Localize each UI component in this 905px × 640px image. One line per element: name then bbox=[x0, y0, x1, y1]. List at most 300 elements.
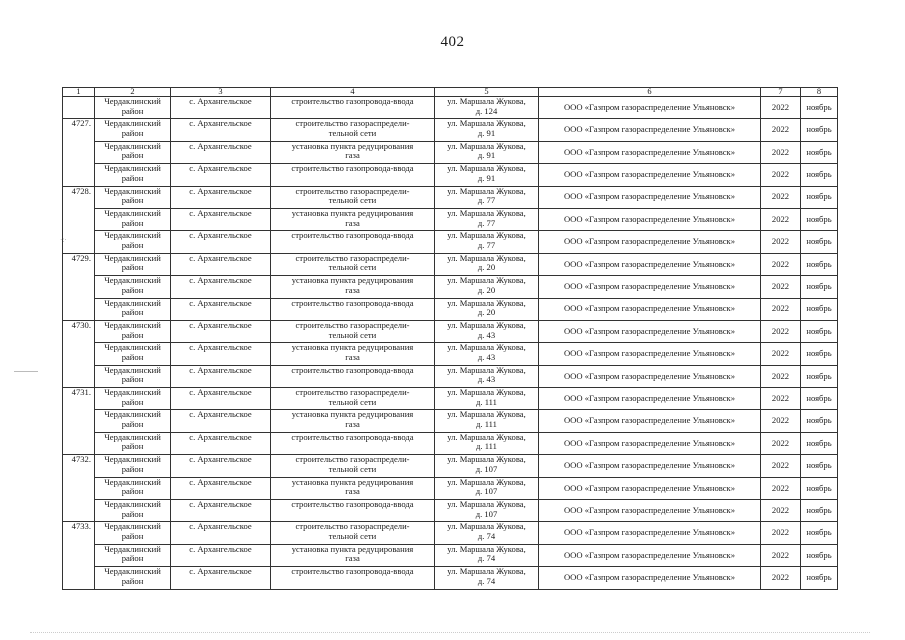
column-header: 8 bbox=[801, 88, 838, 97]
settlement-cell: с. Архангельское bbox=[171, 410, 271, 432]
work-type-cell bbox=[271, 164, 435, 186]
organization-cell: ООО «Газпром газораспределение Ульяновск» bbox=[539, 208, 761, 230]
district-cell bbox=[95, 500, 171, 522]
organization-cell: ООО «Газпром газораспределение Ульяновск» bbox=[539, 164, 761, 186]
work-type-cell bbox=[271, 253, 435, 275]
work-type-cell-line: тельной сети bbox=[328, 127, 377, 138]
district-cell bbox=[95, 208, 171, 230]
entry-number bbox=[63, 97, 95, 119]
table-row bbox=[63, 477, 838, 499]
address-cell-line: д. 20 bbox=[477, 262, 496, 273]
address-cell-line: д. 77 bbox=[477, 217, 496, 228]
district-cell-line: Чердаклинский bbox=[104, 454, 161, 465]
address-cell-line: д. 20 bbox=[477, 307, 496, 318]
work-type-cell bbox=[271, 320, 435, 342]
address-cell bbox=[435, 477, 539, 499]
district-cell-line: Чердаклинский bbox=[104, 521, 161, 532]
district-cell-line: район bbox=[121, 553, 144, 564]
work-type-cell bbox=[271, 186, 435, 208]
work-type-cell-line: установка пункта редуцирования bbox=[291, 208, 414, 218]
month-cell: ноябрь bbox=[801, 544, 838, 566]
district-cell bbox=[95, 477, 171, 499]
district-cell-line: район bbox=[121, 374, 144, 385]
district-cell-line: Чердаклинский bbox=[104, 477, 161, 487]
address-cell-line: д. 43 bbox=[477, 329, 496, 340]
organization-cell: ООО «Газпром газораспределение Ульяновск» bbox=[539, 567, 761, 589]
work-type-cell-line: газа bbox=[345, 284, 360, 295]
address-cell bbox=[435, 522, 539, 544]
district-cell-line: Чердаклинский bbox=[104, 163, 161, 174]
settlement-cell: с. Архангельское bbox=[171, 455, 271, 477]
district-cell-line: Чердаклинский bbox=[104, 365, 161, 375]
work-type-cell bbox=[271, 141, 435, 163]
address-cell-line: ул. Маршала Жукова, bbox=[447, 118, 526, 129]
address-cell-line: д. 91 bbox=[477, 150, 496, 161]
settlement-cell: с. Архангельское bbox=[171, 208, 271, 230]
address-cell bbox=[435, 544, 539, 566]
district-cell-line: район bbox=[121, 329, 144, 340]
district-cell bbox=[95, 276, 171, 298]
month-cell: ноябрь bbox=[801, 522, 838, 544]
work-type-cell-line: строительство газопровода-ввода bbox=[291, 365, 414, 375]
address-cell bbox=[435, 97, 539, 119]
address-cell-line: ул. Маршала Жукова, bbox=[447, 454, 526, 465]
month-cell: ноябрь bbox=[801, 567, 838, 589]
district-cell-line: район bbox=[121, 419, 144, 430]
work-type-cell-line: строительство газопровода-ввода bbox=[291, 96, 414, 106]
settlement-cell: с. Архангельское bbox=[171, 141, 271, 163]
district-cell-line: район bbox=[121, 508, 144, 519]
district-cell-line: Чердаклинский bbox=[104, 298, 161, 308]
settlement-cell: с. Архангельское bbox=[171, 186, 271, 208]
district-cell-line: район bbox=[121, 307, 144, 318]
column-header: 1 bbox=[63, 88, 95, 97]
work-type-cell-line: тельной сети bbox=[328, 396, 377, 407]
work-type-cell-line: тельной сети bbox=[328, 463, 377, 474]
organization-cell: ООО «Газпром газораспределение Ульяновск» bbox=[539, 455, 761, 477]
work-type-cell-line: строительство газораспредели- bbox=[295, 387, 410, 398]
address-cell bbox=[435, 141, 539, 163]
address-cell-line: ул. Маршала Жукова, bbox=[447, 432, 526, 442]
settlement-cell: с. Архангельское bbox=[171, 164, 271, 186]
settlement-cell: с. Архангельское bbox=[171, 298, 271, 320]
month-cell: ноябрь bbox=[801, 253, 838, 275]
organization-cell: ООО «Газпром газораспределение Ульяновск» bbox=[539, 432, 761, 454]
address-cell-line: д. 77 bbox=[477, 195, 496, 206]
entry-number: 4731. bbox=[63, 388, 95, 455]
table-header-row bbox=[63, 88, 838, 97]
address-cell-line: д. 77 bbox=[477, 239, 496, 250]
year-cell: 2022 bbox=[761, 164, 801, 186]
month-cell: ноябрь bbox=[801, 208, 838, 230]
column-header: 3 bbox=[171, 88, 271, 97]
settlement-cell: с. Архангельское bbox=[171, 567, 271, 589]
table-row bbox=[63, 141, 838, 163]
work-type-cell-line: газа bbox=[345, 217, 360, 228]
district-cell bbox=[95, 567, 171, 589]
district-cell bbox=[95, 186, 171, 208]
district-cell-line: Чердаклинский bbox=[104, 186, 161, 196]
organization-cell: ООО «Газпром газораспределение Ульяновск» bbox=[539, 320, 761, 342]
work-type-cell-line: тельной сети bbox=[328, 329, 377, 340]
settlement-cell: с. Архангельское bbox=[171, 231, 271, 253]
address-cell-line: ул. Маршала Жукова, bbox=[447, 230, 526, 241]
district-cell-line: район bbox=[121, 172, 144, 183]
works-table bbox=[62, 87, 838, 590]
work-type-cell bbox=[271, 455, 435, 477]
column-header: 4 bbox=[271, 88, 435, 97]
address-cell bbox=[435, 231, 539, 253]
year-cell: 2022 bbox=[761, 410, 801, 432]
district-cell-line: Чердаклинский bbox=[104, 387, 161, 398]
work-type-cell-line: строительство газопровода-ввода bbox=[291, 163, 414, 174]
year-cell: 2022 bbox=[761, 253, 801, 275]
month-cell: ноябрь bbox=[801, 141, 838, 163]
organization-cell: ООО «Газпром газораспределение Ульяновск» bbox=[539, 343, 761, 365]
work-type-cell bbox=[271, 298, 435, 320]
entry-number: 4732. bbox=[63, 455, 95, 522]
district-cell bbox=[95, 455, 171, 477]
entry-number: 4730. bbox=[63, 320, 95, 387]
district-cell bbox=[95, 388, 171, 410]
address-cell bbox=[435, 186, 539, 208]
month-cell: ноябрь bbox=[801, 410, 838, 432]
district-cell bbox=[95, 298, 171, 320]
work-type-cell bbox=[271, 410, 435, 432]
year-cell: 2022 bbox=[761, 276, 801, 298]
month-cell: ноябрь bbox=[801, 343, 838, 365]
district-cell bbox=[95, 141, 171, 163]
organization-cell: ООО «Газпром газораспределение Ульяновск» bbox=[539, 231, 761, 253]
district-cell-line: Чердаклинский bbox=[104, 118, 161, 129]
month-cell: ноябрь bbox=[801, 186, 838, 208]
table-row bbox=[63, 544, 838, 566]
district-cell-line: Чердаклинский bbox=[104, 432, 161, 442]
address-cell-line: ул. Маршала Жукова, bbox=[447, 521, 526, 532]
year-cell: 2022 bbox=[761, 298, 801, 320]
month-cell: ноябрь bbox=[801, 231, 838, 253]
work-type-cell-line: установка пункта редуцирования bbox=[291, 275, 414, 286]
district-cell-line: Чердаклинский bbox=[104, 253, 161, 263]
address-cell-line: д. 124 bbox=[475, 105, 498, 116]
table-row bbox=[63, 365, 838, 387]
district-cell-line: район bbox=[121, 396, 144, 407]
work-type-cell-line: установка пункта редуцирования bbox=[291, 409, 414, 420]
page-number: 402 bbox=[440, 34, 465, 50]
settlement-cell: с. Архангельское bbox=[171, 343, 271, 365]
address-cell-line: д. 111 bbox=[476, 396, 497, 407]
settlement-cell: с. Архангельское bbox=[171, 119, 271, 141]
table-row bbox=[63, 320, 838, 342]
settlement-cell: с. Архангельское bbox=[171, 253, 271, 275]
district-cell bbox=[95, 253, 171, 275]
address-cell-line: д. 111 bbox=[476, 441, 497, 452]
scan-edge-line bbox=[14, 371, 38, 372]
address-cell bbox=[435, 343, 539, 365]
table-row bbox=[63, 186, 838, 208]
work-type-cell bbox=[271, 567, 435, 589]
year-cell: 2022 bbox=[761, 432, 801, 454]
work-type-cell-line: строительство газораспредели- bbox=[295, 253, 410, 263]
work-type-cell-line: установка пункта редуцирования bbox=[291, 544, 414, 554]
address-cell-line: д. 107 bbox=[475, 486, 498, 497]
work-type-cell-line: газа bbox=[345, 351, 360, 362]
address-cell bbox=[435, 164, 539, 186]
work-type-cell-line: строительство газораспредели- bbox=[295, 186, 410, 196]
organization-cell: ООО «Газпром газораспределение Ульяновск» bbox=[539, 298, 761, 320]
year-cell: 2022 bbox=[761, 186, 801, 208]
work-type-cell bbox=[271, 477, 435, 499]
district-cell bbox=[95, 544, 171, 566]
district-cell-line: Чердаклинский bbox=[104, 342, 161, 353]
work-type-cell-line: строительство газопровода-ввода bbox=[291, 298, 414, 308]
table-row bbox=[63, 253, 838, 275]
scan-bottom-strip bbox=[30, 632, 870, 633]
district-cell-line: район bbox=[121, 150, 144, 161]
work-type-cell-line: тельной сети bbox=[328, 195, 377, 206]
month-cell: ноябрь bbox=[801, 97, 838, 119]
address-cell-line: ул. Маршала Жукова, bbox=[447, 141, 526, 151]
organization-cell: ООО «Газпром газораспределение Ульяновск» bbox=[539, 477, 761, 499]
work-type-cell bbox=[271, 231, 435, 253]
month-cell: ноябрь bbox=[801, 164, 838, 186]
column-header: 7 bbox=[761, 88, 801, 97]
district-cell-line: Чердаклинский bbox=[104, 320, 161, 330]
address-cell-line: ул. Маршала Жукова, bbox=[447, 387, 526, 398]
year-cell: 2022 bbox=[761, 343, 801, 365]
work-type-cell bbox=[271, 97, 435, 119]
month-cell: ноябрь bbox=[801, 276, 838, 298]
address-cell bbox=[435, 432, 539, 454]
settlement-cell: с. Архангельское bbox=[171, 388, 271, 410]
work-type-cell-line: строительство газопровода-ввода bbox=[291, 499, 414, 510]
address-cell-line: ул. Маршала Жукова, bbox=[447, 477, 526, 487]
address-cell-line: д. 111 bbox=[476, 419, 497, 430]
district-cell-line: Чердаклинский bbox=[104, 566, 161, 577]
district-cell-line: Чердаклинский bbox=[104, 409, 161, 420]
table-row bbox=[63, 567, 838, 589]
settlement-cell: с. Архангельское bbox=[171, 97, 271, 119]
month-cell: ноябрь bbox=[801, 119, 838, 141]
work-type-cell bbox=[271, 388, 435, 410]
address-cell-line: ул. Маршала Жукова, bbox=[447, 409, 526, 420]
settlement-cell: с. Архангельское bbox=[171, 522, 271, 544]
work-type-cell-line: строительство газопровода-ввода bbox=[291, 432, 414, 442]
address-cell bbox=[435, 455, 539, 477]
table-row bbox=[63, 343, 838, 365]
address-cell-line: ул. Маршала Жукова, bbox=[447, 163, 526, 174]
district-cell bbox=[95, 320, 171, 342]
address-cell-line: д. 91 bbox=[477, 127, 496, 138]
table-row bbox=[63, 455, 838, 477]
district-cell-line: район bbox=[121, 217, 144, 228]
district-cell-line: район bbox=[121, 463, 144, 474]
table-row bbox=[63, 410, 838, 432]
organization-cell: ООО «Газпром газораспределение Ульяновск» bbox=[539, 500, 761, 522]
work-type-cell-line: газа bbox=[345, 150, 360, 161]
organization-cell: ООО «Газпром газораспределение Ульяновск» bbox=[539, 388, 761, 410]
entry-number: 4729. bbox=[63, 253, 95, 320]
table-row bbox=[63, 97, 838, 119]
work-type-cell-line: установка пункта редуцирования bbox=[291, 342, 414, 353]
address-cell bbox=[435, 410, 539, 432]
district-cell-line: район bbox=[121, 105, 144, 116]
address-cell-line: д. 74 bbox=[477, 575, 496, 586]
work-type-cell bbox=[271, 276, 435, 298]
settlement-cell: с. Архангельское bbox=[171, 544, 271, 566]
address-cell-line: ул. Маршала Жукова, bbox=[447, 566, 526, 577]
address-cell-line: ул. Маршала Жукова, bbox=[447, 275, 526, 286]
organization-cell: ООО «Газпром газораспределение Ульяновск» bbox=[539, 410, 761, 432]
work-type-cell-line: газа bbox=[345, 486, 360, 497]
column-header: 5 bbox=[435, 88, 539, 97]
year-cell: 2022 bbox=[761, 567, 801, 589]
year-cell: 2022 bbox=[761, 231, 801, 253]
address-cell-line: д. 43 bbox=[477, 374, 496, 385]
district-cell bbox=[95, 164, 171, 186]
work-type-cell-line: установка пункта редуцирования bbox=[291, 141, 414, 151]
work-type-cell bbox=[271, 343, 435, 365]
district-cell-line: Чердаклинский bbox=[104, 230, 161, 241]
address-cell bbox=[435, 253, 539, 275]
settlement-cell: с. Архангельское bbox=[171, 365, 271, 387]
table-row bbox=[63, 119, 838, 141]
district-cell bbox=[95, 432, 171, 454]
organization-cell: ООО «Газпром газораспределение Ульяновск» bbox=[539, 253, 761, 275]
table-row bbox=[63, 500, 838, 522]
work-type-cell-line: тельной сети bbox=[328, 531, 377, 542]
year-cell: 2022 bbox=[761, 119, 801, 141]
address-cell bbox=[435, 388, 539, 410]
work-type-cell-line: строительство газопровода-ввода bbox=[291, 566, 414, 577]
district-cell-line: район bbox=[121, 441, 144, 452]
organization-cell: ООО «Газпром газораспределение Ульяновск» bbox=[539, 544, 761, 566]
month-cell: ноябрь bbox=[801, 320, 838, 342]
address-cell-line: д. 107 bbox=[475, 508, 498, 519]
month-cell: ноябрь bbox=[801, 500, 838, 522]
work-type-cell-line: строительство газораспредели- bbox=[295, 118, 410, 129]
table-row bbox=[63, 298, 838, 320]
organization-cell: ООО «Газпром газораспределение Ульяновск» bbox=[539, 97, 761, 119]
work-type-cell-line: установка пункта редуцирования bbox=[291, 477, 414, 487]
district-cell bbox=[95, 522, 171, 544]
district-cell bbox=[95, 365, 171, 387]
settlement-cell: с. Архангельское bbox=[171, 320, 271, 342]
address-cell-line: д. 74 bbox=[477, 531, 496, 542]
year-cell: 2022 bbox=[761, 320, 801, 342]
organization-cell: ООО «Газпром газораспределение Ульяновск» bbox=[539, 522, 761, 544]
district-cell-line: район bbox=[121, 575, 144, 586]
column-header: 6 bbox=[539, 88, 761, 97]
district-cell-line: район bbox=[121, 239, 144, 250]
month-cell: ноябрь bbox=[801, 455, 838, 477]
address-cell-line: ул. Маршала Жукова, bbox=[447, 342, 526, 353]
work-type-cell-line: строительство газопровода-ввода bbox=[291, 230, 414, 241]
month-cell: ноябрь bbox=[801, 477, 838, 499]
organization-cell: ООО «Газпром газораспределение Ульяновск» bbox=[539, 186, 761, 208]
district-cell-line: Чердаклинский bbox=[104, 499, 161, 510]
district-cell-line: район bbox=[121, 262, 144, 273]
year-cell: 2022 bbox=[761, 522, 801, 544]
work-type-cell bbox=[271, 522, 435, 544]
table-row bbox=[63, 164, 838, 186]
settlement-cell: с. Архангельское bbox=[171, 500, 271, 522]
address-cell-line: ул. Маршала Жукова, bbox=[447, 320, 526, 330]
year-cell: 2022 bbox=[761, 544, 801, 566]
address-cell bbox=[435, 208, 539, 230]
organization-cell: ООО «Газпром газораспределение Ульяновск» bbox=[539, 119, 761, 141]
table-row bbox=[63, 388, 838, 410]
district-cell bbox=[95, 97, 171, 119]
year-cell: 2022 bbox=[761, 500, 801, 522]
table-row bbox=[63, 231, 838, 253]
year-cell: 2022 bbox=[761, 388, 801, 410]
table-body bbox=[63, 97, 838, 590]
organization-cell: ООО «Газпром газораспределение Ульяновск» bbox=[539, 141, 761, 163]
district-cell-line: район bbox=[121, 531, 144, 542]
work-type-cell bbox=[271, 365, 435, 387]
district-cell-line: Чердаклинский bbox=[104, 141, 161, 151]
work-type-cell-line: газа bbox=[345, 553, 360, 564]
table-row bbox=[63, 522, 838, 544]
district-cell-line: район bbox=[121, 195, 144, 206]
address-cell-line: ул. Маршала Жукова, bbox=[447, 365, 526, 375]
district-cell bbox=[95, 119, 171, 141]
entry-number: 4727. bbox=[63, 119, 95, 186]
work-type-cell bbox=[271, 544, 435, 566]
district-cell-line: Чердаклинский bbox=[104, 96, 161, 106]
address-cell-line: ул. Маршала Жукова, bbox=[447, 186, 526, 196]
district-cell-line: район bbox=[121, 127, 144, 138]
entry-number: 4728. bbox=[63, 186, 95, 253]
address-cell bbox=[435, 320, 539, 342]
table-row bbox=[63, 208, 838, 230]
work-type-cell bbox=[271, 432, 435, 454]
entry-number: 4733. bbox=[63, 522, 95, 589]
month-cell: ноябрь bbox=[801, 365, 838, 387]
address-cell-line: д. 91 bbox=[477, 172, 496, 183]
district-cell-line: Чердаклинский bbox=[104, 544, 161, 554]
address-cell-line: ул. Маршала Жукова, bbox=[447, 298, 526, 308]
address-cell-line: ул. Маршала Жукова, bbox=[447, 208, 526, 218]
district-cell-line: Чердаклинский bbox=[104, 208, 161, 218]
address-cell bbox=[435, 119, 539, 141]
address-cell-line: д. 74 bbox=[477, 553, 496, 564]
settlement-cell: с. Архангельское bbox=[171, 276, 271, 298]
year-cell: 2022 bbox=[761, 365, 801, 387]
address-cell bbox=[435, 298, 539, 320]
year-cell: 2022 bbox=[761, 455, 801, 477]
month-cell: ноябрь bbox=[801, 388, 838, 410]
year-cell: 2022 bbox=[761, 477, 801, 499]
address-cell-line: д. 43 bbox=[477, 351, 496, 362]
month-cell: ноябрь bbox=[801, 298, 838, 320]
organization-cell: ООО «Газпром газораспределение Ульяновск» bbox=[539, 365, 761, 387]
settlement-cell: с. Архангельское bbox=[171, 432, 271, 454]
address-cell bbox=[435, 276, 539, 298]
work-type-cell bbox=[271, 208, 435, 230]
work-type-cell-line: строительство газораспредели- bbox=[295, 320, 410, 330]
address-cell-line: ул. Маршала Жукова, bbox=[447, 544, 526, 554]
year-cell: 2022 bbox=[761, 141, 801, 163]
district-cell-line: район bbox=[121, 284, 144, 295]
settlement-cell: с. Архангельское bbox=[171, 477, 271, 499]
table-row bbox=[63, 276, 838, 298]
district-cell bbox=[95, 231, 171, 253]
table-row bbox=[63, 432, 838, 454]
organization-cell: ООО «Газпром газораспределение Ульяновск» bbox=[539, 276, 761, 298]
work-type-cell-line: тельной сети bbox=[328, 262, 377, 273]
